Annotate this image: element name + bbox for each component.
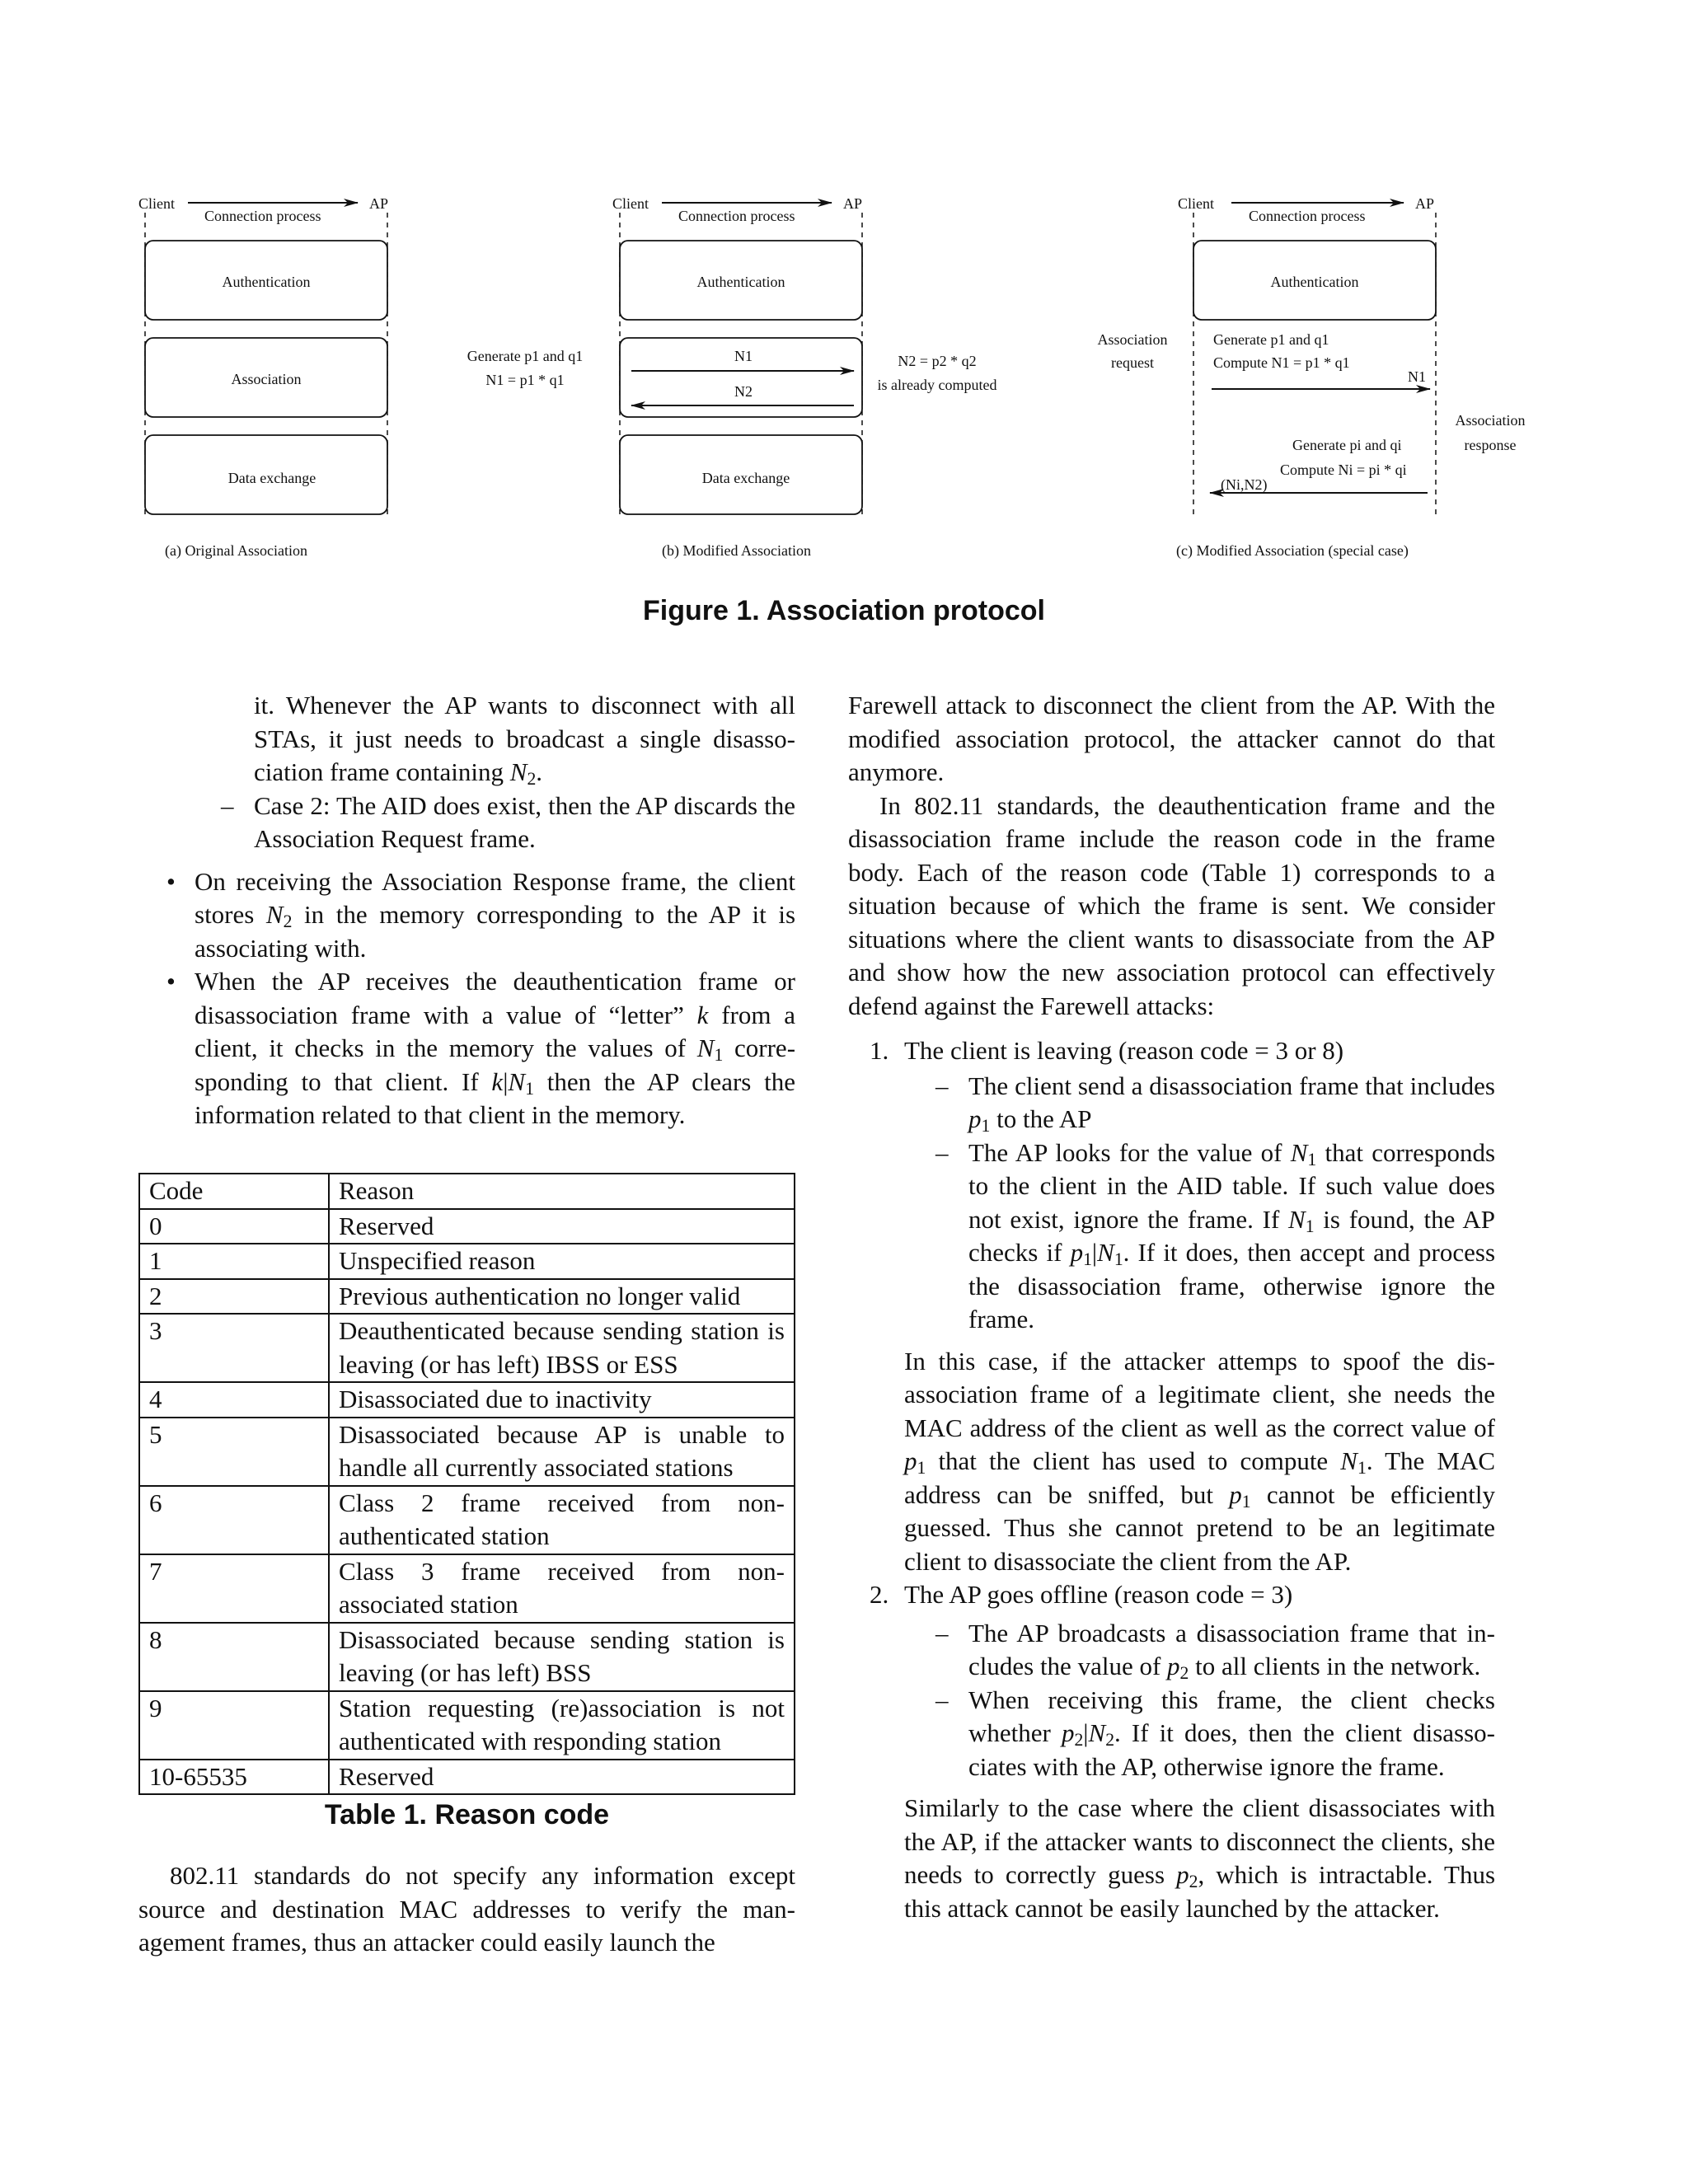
item1-dash-2: – The AP looks for the value of $N_1$ that corresponds to the client in the AID table. If such value does not exist, ignore the frame. If $N_1$ is found, the AP checks if $p_1|N_1$. If it does, then accept and process the disassociation frame, otherwise ignore the frame. xyxy=(935,1137,1496,1333)
code-cell: 4 xyxy=(139,1382,329,1418)
association-protocol-figure xyxy=(0,0,1688,577)
c-caption: (c) Modified Association (special case) xyxy=(1176,542,1409,559)
item1-dash-1: – The client send a disassociation frame that includes $p_1$ to the AP xyxy=(935,1071,1495,1136)
panel-b xyxy=(467,195,997,560)
table-row xyxy=(139,1691,795,1760)
b-connection-label: Connection process xyxy=(678,208,795,224)
code-cell: 0 xyxy=(139,1209,329,1244)
c-assoc-response-2: response xyxy=(1464,437,1517,453)
b-right-note-1: N2 = p2 * q2 xyxy=(898,353,977,369)
item2-paragraph: Similarly to the case where the client disassociates with the AP, if the attacker wants to disconnect the clients, she needs to correctly guess $p_2$, which is intractable. Thus this attack cannot be easily launched by the attacker. xyxy=(904,1793,1496,1923)
code-cell: 8 xyxy=(139,1623,329,1691)
reason-cell: Station requesting (re)association is not authenticated with responding station xyxy=(329,1691,795,1760)
item-ap-offline: 2. The AP goes offline (reason code = 3) xyxy=(870,1580,1293,1609)
table-row xyxy=(139,1554,795,1623)
item2-dash-1: – The AP broadcasts a disassociation frame that includes the value of $p_2$ to all clients in the network. xyxy=(935,1618,1495,1683)
reason-cell: Reserved xyxy=(329,1760,795,1795)
b-left-note-2: N1 = p1 * q1 xyxy=(485,372,565,388)
code-cell: 9 xyxy=(139,1691,329,1760)
item2-dash-2: – When receiving this frame, the client checks whether $p_2|N_2$. If it does, then the client disassociates with the AP, otherwise ignore the frame. xyxy=(935,1685,1495,1781)
b-authentication-label: Authentication xyxy=(696,274,785,290)
c-connection-label: Connection process xyxy=(1249,208,1366,224)
b-ap-label: AP xyxy=(843,195,863,212)
panel-a xyxy=(138,195,388,560)
code-cell: 5 xyxy=(139,1418,329,1486)
c-generate-p1q1: Generate p1 and q1 xyxy=(1213,331,1329,348)
a-client-label: Client xyxy=(138,195,175,212)
b-n1-label: N1 xyxy=(734,348,753,364)
a-data-exchange-label: Data exchange xyxy=(227,470,316,486)
a-connection-label: Connection process xyxy=(204,208,321,224)
table-row xyxy=(139,1623,795,1691)
c-authentication-label: Authentication xyxy=(1270,274,1359,290)
c-generate-piqi: Generate pi and qi xyxy=(1292,437,1402,453)
a-association-label: Association xyxy=(231,371,302,387)
left-column-top xyxy=(138,689,795,1132)
b-client-label: Client xyxy=(612,195,649,212)
figure-caption: Figure 1. Association protocol xyxy=(642,595,1046,626)
table-row xyxy=(139,1382,795,1418)
right-column xyxy=(848,689,1495,1925)
table-caption: Table 1. Reason code xyxy=(324,1799,610,1830)
case2-item: – Case 2: The AID does exist, then the AP discards the Association Request frame. xyxy=(221,790,795,853)
case1-continuation: it. Whenever the AP wants to disconnect with all STAs, it just needs to broadcast a single disassociation frame containing $N_2$. xyxy=(254,691,795,789)
b-left-note-1: Generate p1 and q1 xyxy=(467,348,584,364)
c-assoc-response-1: Association xyxy=(1455,412,1526,429)
table-row xyxy=(139,1486,795,1554)
c-assoc-request-2: request xyxy=(1111,354,1154,371)
left-column-bottom xyxy=(138,1859,795,1960)
code-cell: 2 xyxy=(139,1279,329,1315)
c-ap-label: AP xyxy=(1415,195,1435,212)
c-client-label: Client xyxy=(1178,195,1214,212)
reason-cell: Disassociated because AP is unable to handle all currently associated stations xyxy=(329,1418,795,1486)
c-nin2-label: (Ni,N2) xyxy=(1221,476,1268,493)
code-cell: 6 xyxy=(139,1486,329,1554)
a-authentication-label: Authentication xyxy=(222,274,311,290)
b-n2-label: N2 xyxy=(734,383,753,400)
code-cell: 10-65535 xyxy=(139,1760,329,1795)
b-right-note-2: is already computed xyxy=(877,377,997,393)
reason-cell: Class 2 frame received from non-authenticated station xyxy=(329,1486,795,1554)
header-code: Code xyxy=(139,1174,329,1209)
bullet-association-response: • On receiving the Association Response frame, the client stores $N_2$ in the memory corresponding to the AP it is associating with. xyxy=(166,866,796,963)
table-row xyxy=(139,1418,795,1486)
table-row xyxy=(139,1244,795,1279)
code-cell: 1 xyxy=(139,1244,329,1279)
code-cell: 3 xyxy=(139,1314,329,1382)
c-compute-n1: Compute N1 = p1 * q1 xyxy=(1213,354,1350,371)
panel-c xyxy=(1098,195,1526,560)
code-cell: 7 xyxy=(139,1554,329,1623)
c-n1-label: N1 xyxy=(1408,368,1426,385)
reason-cell: Deauthenticated because sending station is leaving (or has left) IBSS or ESS xyxy=(329,1314,795,1382)
paragraph-reason-code: In 802.11 standards, the deauthentication frame and the disassociation frame include the reason code in the frame body. Each of the reason code (Table 1) corresponds to a situation because of which the frame is sent. We consider situations where the client wants to disassociate from the AP and show how the new association protocol can effectively defend against the Farewell attacks: xyxy=(848,790,1495,1020)
a-caption: (a) Original Association xyxy=(165,542,307,559)
reason-code-table xyxy=(138,1173,795,1795)
table-row xyxy=(139,1314,795,1382)
table-row xyxy=(139,1209,795,1244)
reason-cell: Class 3 frame received from non-associated station xyxy=(329,1554,795,1623)
a-ap-label: AP xyxy=(369,195,389,212)
item-client-leaving: 1. The client is leaving (reason code = 3 or 8) xyxy=(870,1036,1344,1065)
c-assoc-request-1: Association xyxy=(1097,331,1168,348)
c-compute-ni: Compute Ni = pi * qi xyxy=(1280,462,1407,478)
reason-cell: Unspecified reason xyxy=(329,1244,795,1279)
item1-paragraph: In this case, if the attacker attemps to spoof the disassociation frame of a legitimate client, she needs the MAC address of the client as well as the correct value of $p_1$ that the client has used to compute $N_1$. The MAC address can be sniffed, but $p_1$ cannot be efficiently guessed. Thus she cannot pretend to be an legitimate client to disassociate the client from the AP. xyxy=(904,1346,1496,1576)
b-data-exchange-label: Data exchange xyxy=(701,470,790,486)
reason-cell: Previous authentication no longer valid xyxy=(329,1279,795,1315)
bullet-deauth-frame: • When the AP receives the deauthentication frame or disassociation frame with a value of “letter” k from a client, it checks in the memory the values of $N_1$ corresponding to that client. If $k|N_1$ then the AP clears the information related to that client in the memory. xyxy=(166,967,796,1129)
paragraph-farewell: Farewell attack to disconnect the client from the AP. With the modified association protocol, the attacker cannot do that anymore. xyxy=(848,691,1495,786)
table-row xyxy=(139,1279,795,1315)
reason-code-table-body xyxy=(139,1174,795,1794)
paragraph-after-table: 802.11 standards do not specify any information except source and destination MAC addresses to verify the management frames, thus an attacker could easily launch the xyxy=(138,1861,795,1957)
header-reason: Reason xyxy=(329,1174,795,1209)
reason-cell: Disassociated due to inactivity xyxy=(329,1382,795,1418)
b-caption: (b) Modified Association xyxy=(662,542,811,559)
table-row xyxy=(139,1760,795,1795)
reason-cell: Reserved xyxy=(329,1209,795,1244)
table-header-row xyxy=(139,1174,795,1209)
reason-cell: Disassociated because sending station is leaving (or has left) BSS xyxy=(329,1623,795,1691)
